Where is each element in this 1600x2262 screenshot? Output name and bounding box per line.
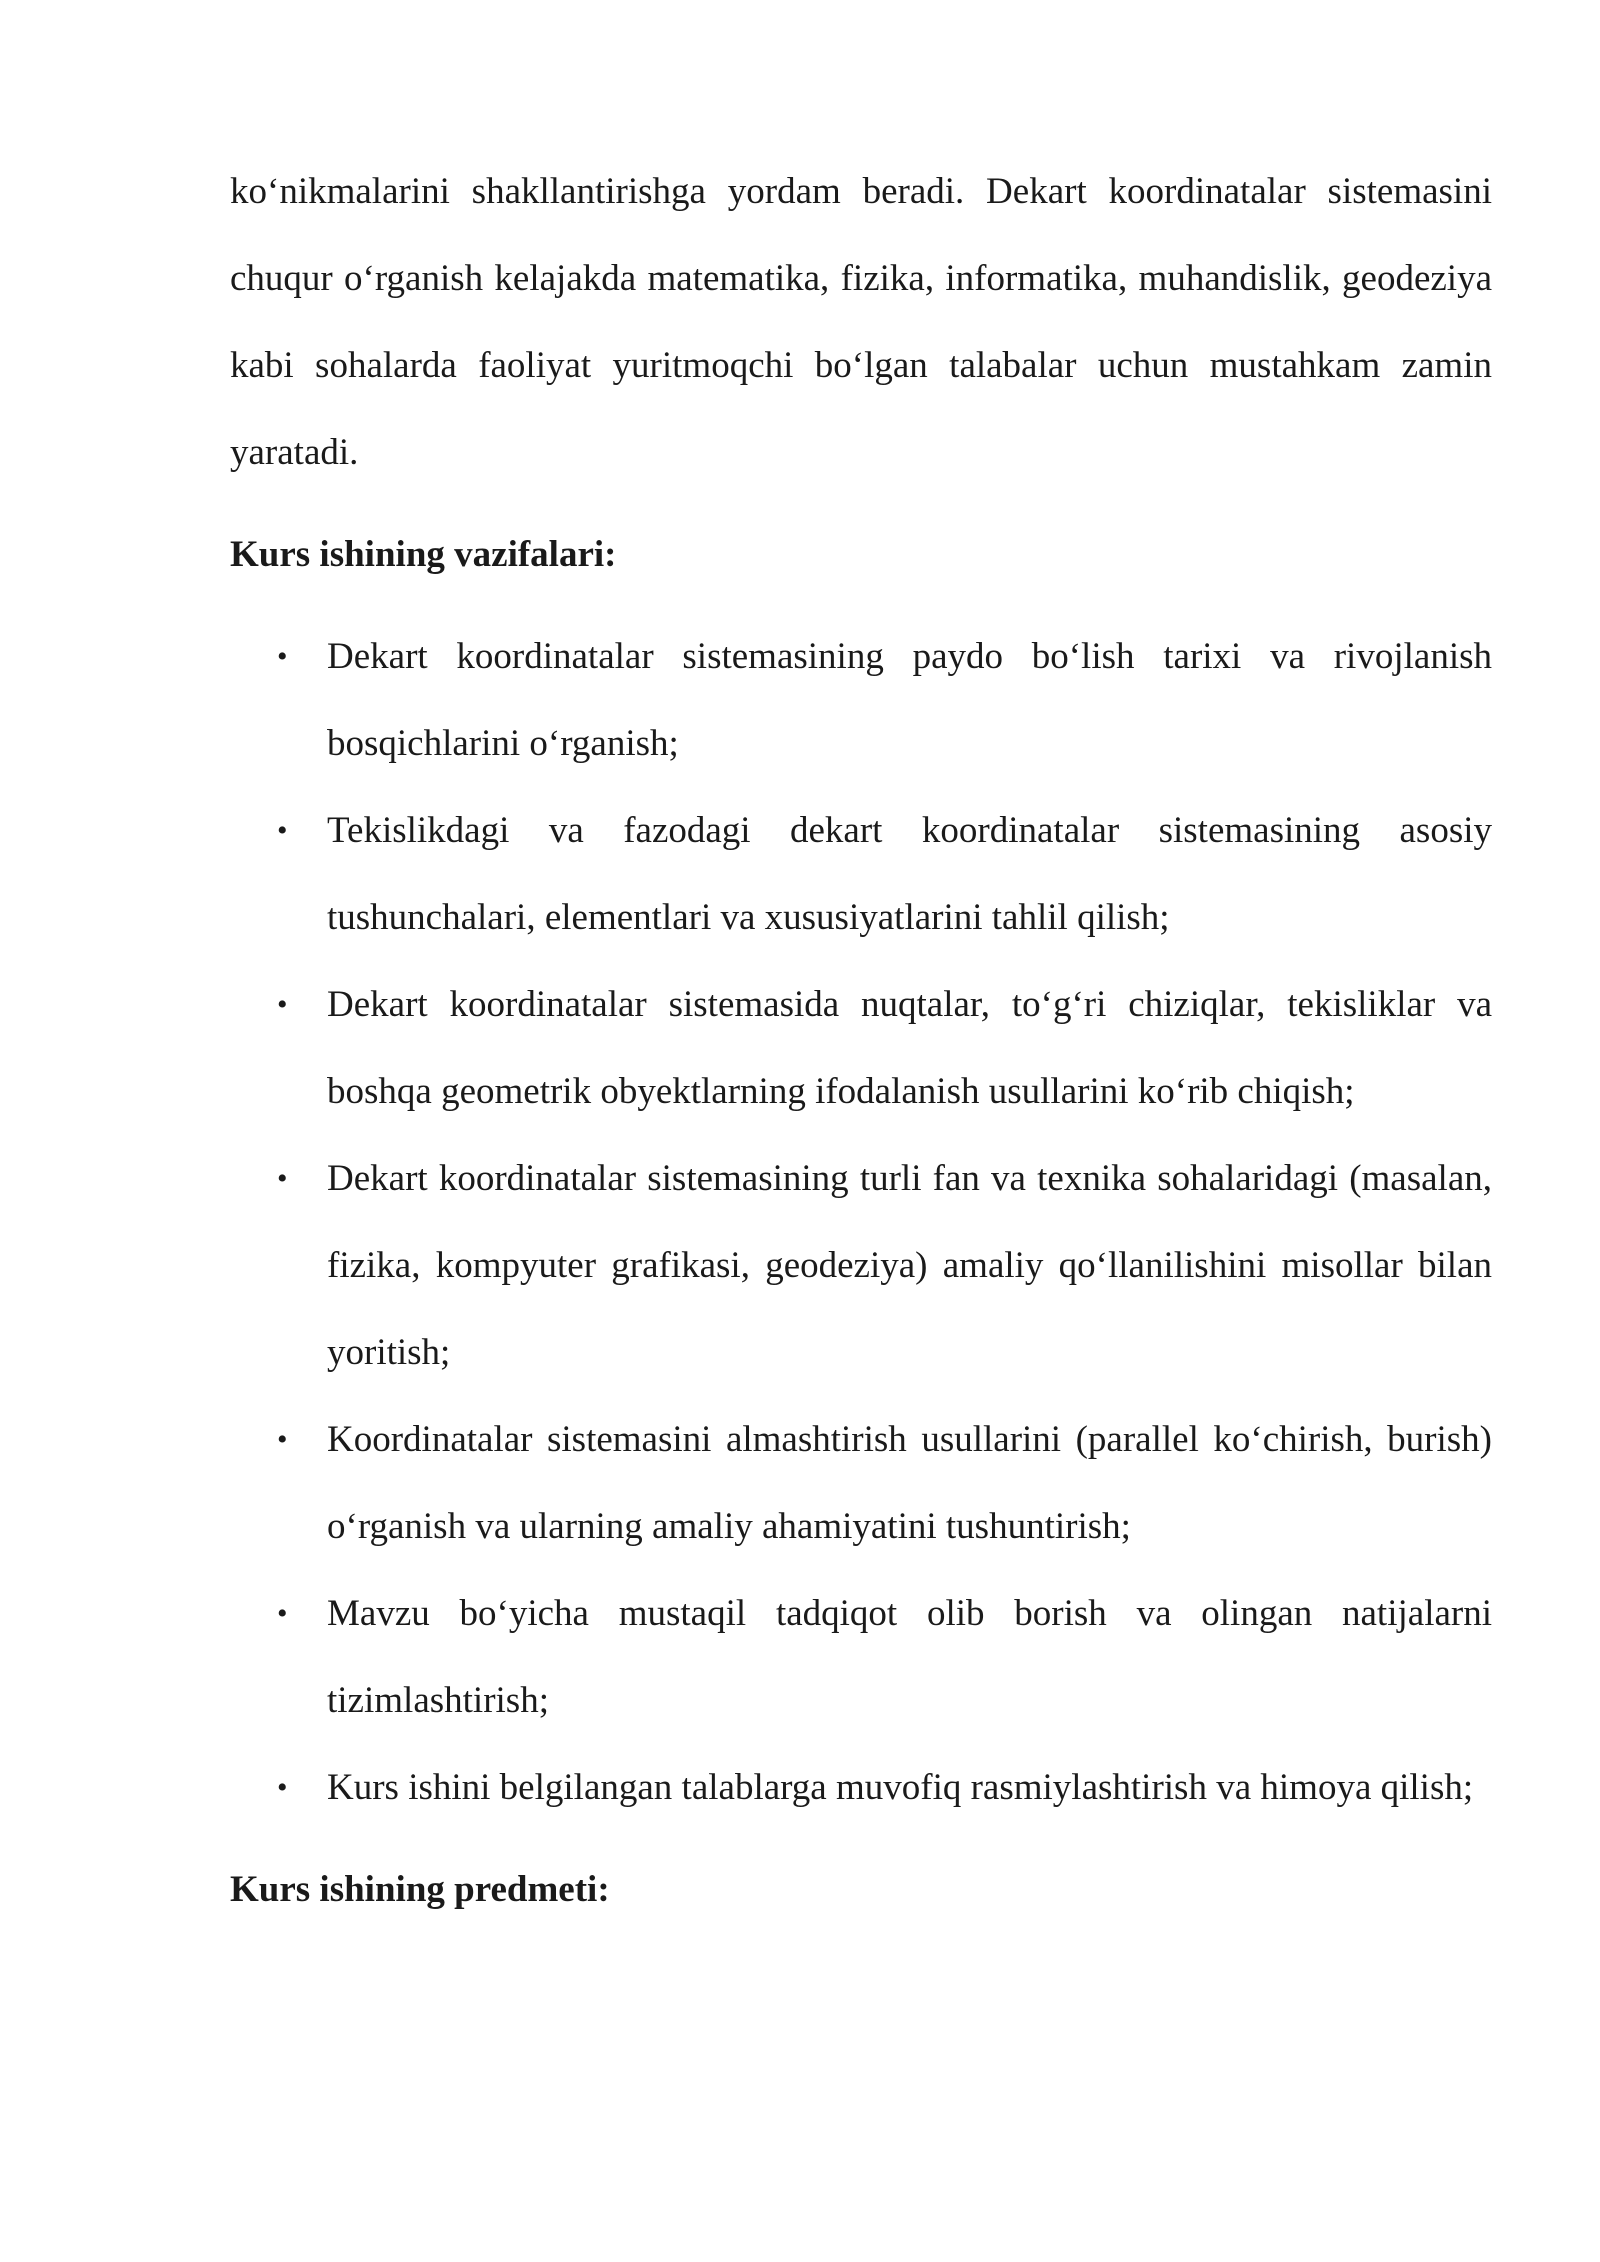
list-item (230, 787, 1492, 961)
list-item (230, 1396, 1492, 1570)
bullet-icon: • (277, 1162, 288, 1195)
task-text: Mavzu bo‘yicha mustaqil tadqiqot olib borish va olingan natijalarni tizimlashtirish; (327, 1593, 1492, 1721)
list-item (230, 1570, 1492, 1744)
task-text: Koordinatalar sistemasini almashtirish usullarini (parallel ko‘chirish, burish) o‘rganish va ularning amaliy ahamiyatini tushuntirish; (327, 1419, 1492, 1547)
tasks-heading: Kurs ishining vazifalari: (230, 534, 617, 575)
bullet-icon: • (277, 988, 288, 1021)
bullet-icon: • (277, 1423, 288, 1456)
list-item (230, 1135, 1492, 1396)
task-text: Tekislikdagi va fazodagi dekart koordinatalar sistemasining asosiy tushunchalari, elementlari va xususiyatlarini tahlil qilish; (327, 810, 1492, 938)
document-page (230, 148, 1492, 1948)
task-text: Dekart koordinatalar sistemasida nuqtalar, to‘g‘ri chiziqlar, tekisliklar va boshqa geometrik obyektlarning ifodalanish usullarini ko‘rib chiqish; (327, 984, 1492, 1112)
list-item (230, 613, 1492, 787)
bullet-icon: • (277, 1771, 288, 1804)
bullet-icon: • (277, 1597, 288, 1630)
list-item (230, 961, 1492, 1135)
task-text: Kurs ishini belgilangan talablarga muvofiq rasmiylashtirish va himoya qilish; (327, 1767, 1474, 1808)
subject-heading: Kurs ishining predmeti: (230, 1869, 610, 1910)
bullet-icon: • (277, 814, 288, 847)
bullet-icon: • (277, 640, 288, 673)
intro-paragraph: ko‘nikmalarini shakllantirishga yordam beradi. Dekart koordinatalar sistemasini chuqur o‘rganish kelajakda matematika, fizika, informatika, muhandislik, geodeziya kabi sohalarda faoliyat yuritmoqchi bo‘lgan talabalar uchun mustahkam zamin yaratadi. (230, 171, 1492, 473)
task-text: Dekart koordinatalar sistemasining paydo bo‘lish tarixi va rivojlanish bosqichlarini o‘rganish; (327, 636, 1492, 764)
list-item (230, 1744, 1492, 1831)
task-text: Dekart koordinatalar sistemasining turli fan va texnika sohalaridagi (masalan, fizika, kompyuter grafikasi, geodeziya) amaliy qo‘llanilishini misollar bilan yoritish; (327, 1158, 1492, 1373)
tasks-list (230, 613, 1492, 1831)
